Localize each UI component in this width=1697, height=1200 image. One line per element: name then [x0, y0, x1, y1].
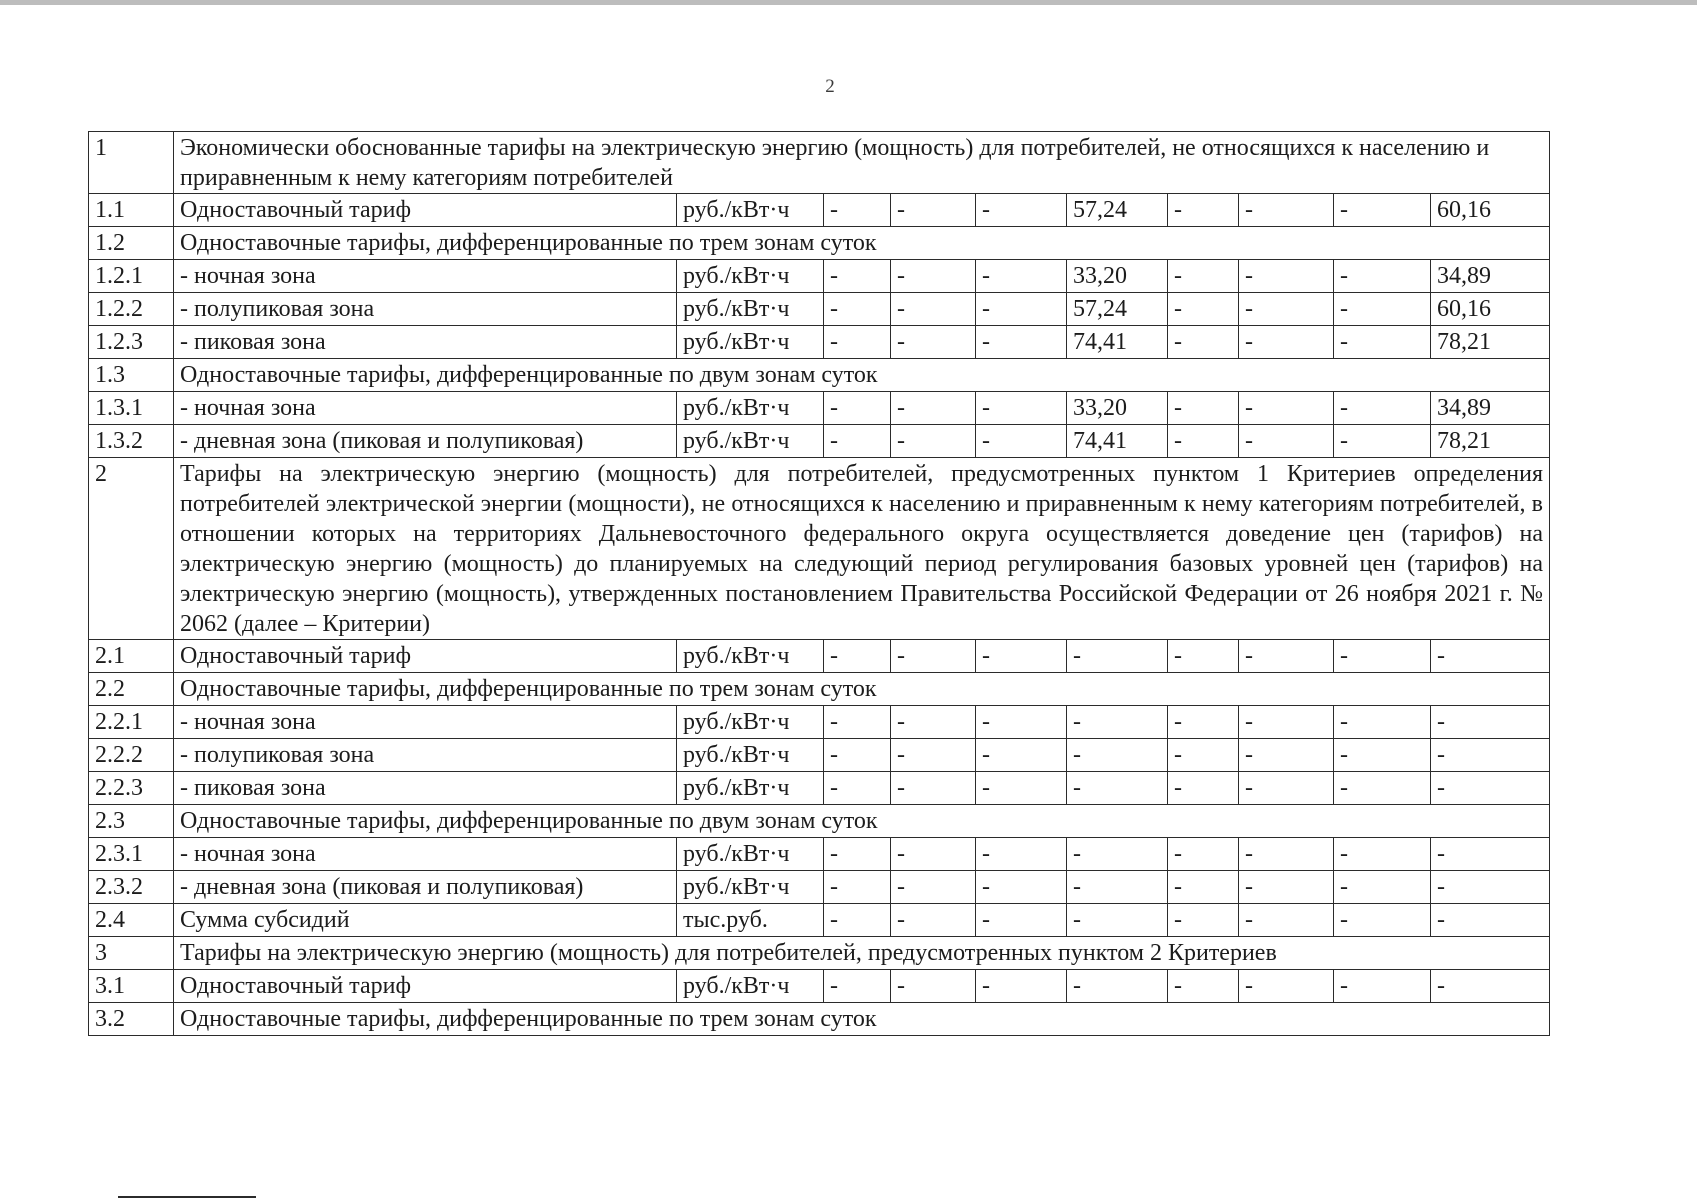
value-cell: -	[976, 425, 1067, 458]
bottom-edge-mark	[118, 1196, 256, 1198]
unit-cell: тыс.руб.	[677, 904, 824, 937]
value-cell: -	[1334, 772, 1431, 805]
row-label: - дневная зона (пиковая и полупиковая)	[174, 425, 677, 458]
table-row	[89, 838, 1550, 871]
value-cell: -	[824, 871, 891, 904]
unit-cell: руб./кВт·ч	[677, 838, 824, 871]
value-cell: -	[1239, 326, 1334, 359]
value-cell: -	[1334, 739, 1431, 772]
table-row	[89, 425, 1550, 458]
value-cell: 33,20	[1067, 392, 1168, 425]
value-cell: -	[1067, 871, 1168, 904]
unit-cell: руб./кВт·ч	[677, 260, 824, 293]
unit-cell: руб./кВт·ч	[677, 706, 824, 739]
value-cell: -	[1239, 772, 1334, 805]
value-cell: -	[976, 194, 1067, 227]
table-row	[89, 326, 1550, 359]
value-cell: -	[1431, 706, 1550, 739]
value-cell: -	[976, 904, 1067, 937]
value-cell: -	[976, 838, 1067, 871]
value-cell: -	[1334, 326, 1431, 359]
value-cell: -	[891, 871, 976, 904]
value-cell: -	[1168, 392, 1239, 425]
row-number: 1.3	[89, 359, 174, 392]
value-cell: -	[976, 293, 1067, 326]
section-title: Одноставочные тарифы, дифференцированные по трем зонам суток	[174, 673, 1550, 706]
value-cell: -	[1334, 194, 1431, 227]
row-number: 2.3	[89, 805, 174, 838]
page-number: 2	[825, 76, 835, 97]
value-cell: -	[976, 706, 1067, 739]
value-cell: -	[976, 772, 1067, 805]
value-cell: -	[1168, 640, 1239, 673]
value-cell: -	[1431, 739, 1550, 772]
value-cell: -	[891, 260, 976, 293]
unit-cell: руб./кВт·ч	[677, 739, 824, 772]
unit-cell: руб./кВт·ч	[677, 194, 824, 227]
table-section-row	[89, 359, 1550, 392]
row-number: 2.4	[89, 904, 174, 937]
value-cell: -	[1168, 838, 1239, 871]
value-cell: -	[1334, 260, 1431, 293]
value-cell: 57,24	[1067, 293, 1168, 326]
row-label: - ночная зона	[174, 260, 677, 293]
value-cell: -	[1067, 772, 1168, 805]
value-cell: -	[824, 706, 891, 739]
row-number: 1.2	[89, 227, 174, 260]
value-cell: -	[824, 194, 891, 227]
section-title: Одноставочные тарифы, дифференцированные по двум зонам суток	[174, 359, 1550, 392]
value-cell: -	[1067, 970, 1168, 1003]
table-row	[89, 194, 1550, 227]
section-title: Одноставочные тарифы, дифференцированные по двум зонам суток	[174, 805, 1550, 838]
value-cell: -	[1067, 739, 1168, 772]
row-number: 1	[89, 132, 174, 194]
value-cell: -	[824, 260, 891, 293]
value-cell: -	[824, 326, 891, 359]
table-row	[89, 739, 1550, 772]
table-section-row	[89, 805, 1550, 838]
value-cell: -	[1334, 425, 1431, 458]
value-cell: -	[976, 871, 1067, 904]
row-label: Сумма субсидий	[174, 904, 677, 937]
value-cell: -	[1239, 838, 1334, 871]
table-row	[89, 260, 1550, 293]
value-cell: -	[891, 904, 976, 937]
value-cell: -	[1168, 772, 1239, 805]
row-label: - ночная зона	[174, 706, 677, 739]
unit-cell: руб./кВт·ч	[677, 425, 824, 458]
value-cell: -	[1334, 392, 1431, 425]
row-number: 2.3.1	[89, 838, 174, 871]
row-label: Одноставочный тариф	[174, 194, 677, 227]
value-cell: -	[976, 739, 1067, 772]
row-label: - полупиковая зона	[174, 739, 677, 772]
value-cell: -	[1239, 425, 1334, 458]
row-number: 2.2.2	[89, 739, 174, 772]
value-cell: -	[891, 706, 976, 739]
value-cell: -	[1431, 838, 1550, 871]
value-cell: -	[976, 640, 1067, 673]
row-number: 3	[89, 937, 174, 970]
table-section-row	[89, 1003, 1550, 1036]
scan-top-edge	[0, 0, 1697, 5]
value-cell: -	[1431, 871, 1550, 904]
value-cell: -	[891, 970, 976, 1003]
row-label: - полупиковая зона	[174, 293, 677, 326]
unit-cell: руб./кВт·ч	[677, 970, 824, 1003]
value-cell: -	[1168, 425, 1239, 458]
value-cell: -	[1334, 706, 1431, 739]
table-section-row	[89, 937, 1550, 970]
value-cell: -	[824, 904, 891, 937]
value-cell: 34,89	[1431, 392, 1550, 425]
value-cell: 60,16	[1431, 293, 1550, 326]
row-label: Одноставочный тариф	[174, 640, 677, 673]
value-cell: -	[1168, 706, 1239, 739]
table-section-row	[89, 132, 1550, 194]
value-cell: -	[1239, 640, 1334, 673]
value-cell: 33,20	[1067, 260, 1168, 293]
row-label: - ночная зона	[174, 392, 677, 425]
row-number: 2.2.3	[89, 772, 174, 805]
table-row	[89, 640, 1550, 673]
row-label: Одноставочный тариф	[174, 970, 677, 1003]
row-label: - дневная зона (пиковая и полупиковая)	[174, 871, 677, 904]
value-cell: -	[1334, 838, 1431, 871]
table-row	[89, 871, 1550, 904]
value-cell: -	[824, 970, 891, 1003]
value-cell: -	[1168, 326, 1239, 359]
value-cell: -	[1431, 904, 1550, 937]
value-cell: -	[824, 772, 891, 805]
unit-cell: руб./кВт·ч	[677, 392, 824, 425]
unit-cell: руб./кВт·ч	[677, 326, 824, 359]
table-row	[89, 293, 1550, 326]
value-cell: -	[976, 326, 1067, 359]
row-number: 1.2.1	[89, 260, 174, 293]
value-cell: -	[824, 425, 891, 458]
value-cell: 74,41	[1067, 425, 1168, 458]
value-cell: -	[891, 425, 976, 458]
section-title: Одноставочные тарифы, дифференцированные по трем зонам суток	[174, 1003, 1550, 1036]
value-cell: 34,89	[1431, 260, 1550, 293]
value-cell: -	[976, 260, 1067, 293]
section-title: Тарифы на электрическую энергию (мощность) для потребителей, предусмотренных пунктом 1 Критериев определения потребителей электрической энергии (мощности), не относящихся к населению и приравненным к нему категориям потребителей, в отношении которых на территориях Дальневосточного федерального округа осуществляется доведение цен (тарифов) на электрическую энергию (мощность) до планируемых на следующий период регулирования базовых уровней цен (тарифов) на электрическую энергию (мощность), утвержденных постановлением Правительства Российской Федерации от 26 ноября 2021 г. № 2062 (далее – Критерии)	[174, 458, 1550, 640]
row-number: 3.1	[89, 970, 174, 1003]
value-cell: -	[1334, 640, 1431, 673]
table-row	[89, 706, 1550, 739]
value-cell: -	[1067, 904, 1168, 937]
value-cell: -	[1067, 838, 1168, 871]
value-cell: -	[1168, 260, 1239, 293]
value-cell: -	[1334, 904, 1431, 937]
table-row	[89, 392, 1550, 425]
value-cell: -	[824, 640, 891, 673]
value-cell: -	[1239, 871, 1334, 904]
value-cell: 74,41	[1067, 326, 1168, 359]
row-number: 2.2.1	[89, 706, 174, 739]
tariff-table-body	[89, 132, 1550, 1036]
value-cell: -	[891, 392, 976, 425]
value-cell: -	[1431, 970, 1550, 1003]
row-number: 2.3.2	[89, 871, 174, 904]
value-cell: -	[891, 739, 976, 772]
value-cell: 78,21	[1431, 425, 1550, 458]
row-label: - пиковая зона	[174, 772, 677, 805]
unit-cell: руб./кВт·ч	[677, 293, 824, 326]
table-section-row	[89, 227, 1550, 260]
value-cell: -	[891, 293, 976, 326]
section-title: Одноставочные тарифы, дифференцированные по трем зонам суток	[174, 227, 1550, 260]
section-title: Экономически обоснованные тарифы на электрическую энергию (мощность) для потребителей, не относящихся к населению и приравненным к нему категориям потребителей	[174, 132, 1550, 194]
value-cell: -	[1067, 706, 1168, 739]
value-cell: -	[1168, 739, 1239, 772]
section-title: Тарифы на электрическую энергию (мощность) для потребителей, предусмотренных пунктом 2 Критериев	[174, 937, 1550, 970]
value-cell: -	[891, 772, 976, 805]
value-cell: -	[1168, 293, 1239, 326]
value-cell: -	[1239, 739, 1334, 772]
value-cell: -	[1334, 293, 1431, 326]
value-cell: -	[1168, 871, 1239, 904]
unit-cell: руб./кВт·ч	[677, 871, 824, 904]
value-cell: 78,21	[1431, 326, 1550, 359]
value-cell: -	[1431, 640, 1550, 673]
unit-cell: руб./кВт·ч	[677, 772, 824, 805]
value-cell: -	[1067, 640, 1168, 673]
row-number: 3.2	[89, 1003, 174, 1036]
value-cell: -	[1239, 260, 1334, 293]
value-cell: -	[976, 970, 1067, 1003]
value-cell: -	[1239, 970, 1334, 1003]
row-number: 1.2.3	[89, 326, 174, 359]
value-cell: -	[824, 838, 891, 871]
value-cell: -	[1168, 904, 1239, 937]
value-cell: -	[1239, 194, 1334, 227]
row-number: 2	[89, 458, 174, 640]
value-cell: -	[1239, 904, 1334, 937]
table-section-row	[89, 673, 1550, 706]
value-cell: -	[976, 392, 1067, 425]
value-cell: -	[891, 326, 976, 359]
value-cell: 57,24	[1067, 194, 1168, 227]
value-cell: -	[1239, 706, 1334, 739]
value-cell: -	[1168, 970, 1239, 1003]
row-number: 1.3.2	[89, 425, 174, 458]
row-label: - пиковая зона	[174, 326, 677, 359]
row-number: 1.2.2	[89, 293, 174, 326]
row-number: 1.1	[89, 194, 174, 227]
value-cell: -	[891, 838, 976, 871]
table-row	[89, 970, 1550, 1003]
row-number: 1.3.1	[89, 392, 174, 425]
tariff-table	[88, 131, 1550, 1036]
table-row	[89, 772, 1550, 805]
value-cell: -	[1334, 871, 1431, 904]
row-number: 2.1	[89, 640, 174, 673]
table-section-row	[89, 458, 1550, 640]
row-label: - ночная зона	[174, 838, 677, 871]
value-cell: -	[1239, 392, 1334, 425]
value-cell: -	[1168, 194, 1239, 227]
value-cell: -	[1334, 970, 1431, 1003]
table-row	[89, 904, 1550, 937]
row-number: 2.2	[89, 673, 174, 706]
value-cell: -	[891, 194, 976, 227]
unit-cell: руб./кВт·ч	[677, 640, 824, 673]
value-cell: -	[1431, 772, 1550, 805]
value-cell: 60,16	[1431, 194, 1550, 227]
value-cell: -	[891, 640, 976, 673]
value-cell: -	[824, 392, 891, 425]
value-cell: -	[824, 739, 891, 772]
value-cell: -	[1239, 293, 1334, 326]
value-cell: -	[824, 293, 891, 326]
